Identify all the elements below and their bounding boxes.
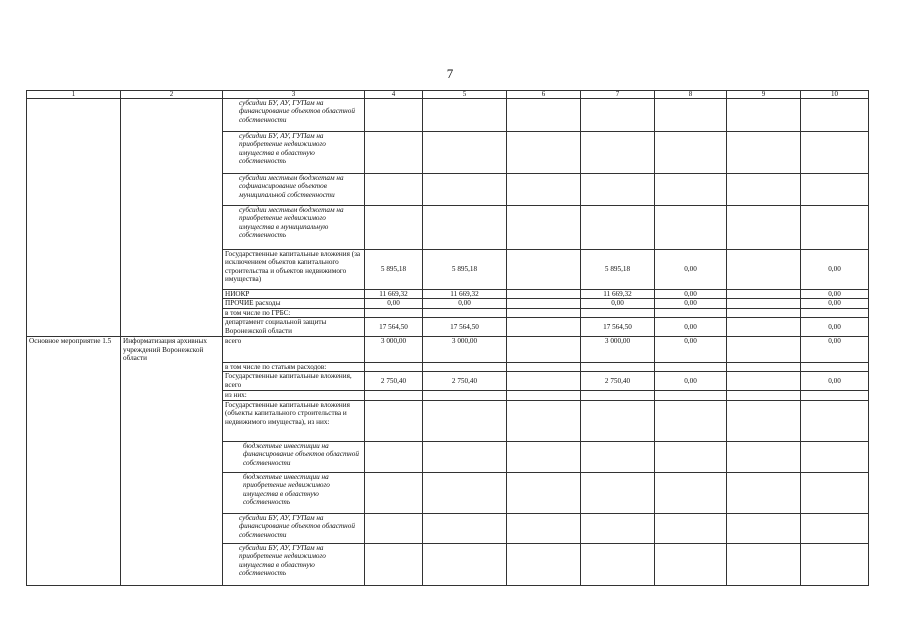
activity-cell (27, 513, 121, 543)
activity-cell (27, 308, 121, 317)
table-row (27, 250, 869, 290)
row-label: Государственные капитальные вложения (за исключением объектов капитального строительства и объектов недвижимого имущества) (223, 250, 365, 290)
table-row (27, 391, 869, 400)
value-cell (727, 362, 801, 371)
value-cell (507, 441, 581, 472)
value-cell: 3 000,00 (423, 337, 507, 363)
value-cell: 0,00 (655, 290, 727, 299)
header-row (27, 91, 869, 99)
value-cell: 5 895,18 (423, 250, 507, 290)
activity-cell (27, 391, 121, 400)
value-cell (507, 318, 581, 337)
value-cell (727, 391, 801, 400)
value-cell (365, 132, 423, 174)
value-cell (581, 308, 655, 317)
value-cell (801, 174, 869, 206)
description-cell (121, 99, 223, 132)
row-label: субсидии БУ, АУ, ГУПам на финансирование объектов областной собственности (223, 513, 365, 543)
value-cell (423, 99, 507, 132)
value-cell (507, 543, 581, 585)
table-row (27, 318, 869, 337)
value-cell (365, 99, 423, 132)
table-row (27, 362, 869, 371)
table-row (27, 174, 869, 206)
value-cell (507, 337, 581, 363)
value-cell (655, 400, 727, 441)
value-cell (727, 472, 801, 513)
value-cell (365, 362, 423, 371)
table-row (27, 99, 869, 132)
value-cell (423, 132, 507, 174)
value-cell (727, 250, 801, 290)
value-cell (365, 308, 423, 317)
value-cell: 3 000,00 (581, 337, 655, 363)
value-cell (801, 513, 869, 543)
value-cell (581, 206, 655, 250)
header-cell: 3 (223, 91, 365, 99)
row-label: субсидии местным бюджетам на софинансирование объектов муниципальной собственности (223, 174, 365, 206)
activity-cell (27, 206, 121, 250)
value-cell: 17 564,50 (423, 318, 507, 337)
value-cell (727, 318, 801, 337)
value-cell (581, 472, 655, 513)
value-cell (581, 391, 655, 400)
value-cell (655, 99, 727, 132)
row-label: департамент социальной защиты Воронежской области (223, 318, 365, 337)
value-cell (507, 391, 581, 400)
description-cell (121, 372, 223, 391)
value-cell (801, 391, 869, 400)
value-cell (727, 308, 801, 317)
value-cell (423, 543, 507, 585)
header-cell: 7 (581, 91, 655, 99)
activity-cell (27, 132, 121, 174)
value-cell (423, 174, 507, 206)
value-cell (423, 472, 507, 513)
value-cell: 0,00 (655, 337, 727, 363)
description-cell (121, 441, 223, 472)
row-label: в том числе по ГРБС: (223, 308, 365, 317)
table-row (27, 472, 869, 513)
value-cell (365, 441, 423, 472)
value-cell (727, 543, 801, 585)
value-cell: 0,00 (655, 318, 727, 337)
table-row (27, 290, 869, 299)
table-row (27, 337, 869, 363)
value-cell (365, 513, 423, 543)
description-cell (121, 308, 223, 317)
activity-cell: Основное мероприятие 1.5 (27, 337, 121, 363)
activity-cell (27, 372, 121, 391)
description-cell: Информатизация архивных учреждений Воронежской области (121, 337, 223, 363)
description-cell (121, 299, 223, 308)
row-label: субсидии БУ, АУ, ГУПам на приобретение недвижимого имущества в областную собственность (223, 543, 365, 585)
table-row (27, 308, 869, 317)
header-cell: 4 (365, 91, 423, 99)
activity-cell (27, 290, 121, 299)
value-cell (365, 206, 423, 250)
header-cell: 6 (507, 91, 581, 99)
value-cell: 0,00 (581, 299, 655, 308)
value-cell (727, 337, 801, 363)
value-cell: 2 750,40 (365, 372, 423, 391)
row-label: бюджетные инвестиции на финансирование объектов областной собственности (223, 441, 365, 472)
value-cell (423, 441, 507, 472)
row-label: всего (223, 337, 365, 363)
value-cell (507, 206, 581, 250)
row-label: Государственные капитальные вложения, всего (223, 372, 365, 391)
header-cell: 1 (27, 91, 121, 99)
value-cell (423, 513, 507, 543)
description-cell (121, 543, 223, 585)
value-cell (423, 362, 507, 371)
value-cell (655, 362, 727, 371)
value-cell (801, 472, 869, 513)
value-cell (423, 206, 507, 250)
value-cell: 5 895,18 (365, 250, 423, 290)
description-cell (121, 206, 223, 250)
row-label: из них: (223, 391, 365, 400)
row-label: в том числе по статьям расходов: (223, 362, 365, 371)
row-label: субсидии местным бюджетам на приобретение недвижимого имущества в муниципальную собственность (223, 206, 365, 250)
description-cell (121, 362, 223, 371)
value-cell (365, 543, 423, 585)
table-row (27, 372, 869, 391)
value-cell: 11 669,32 (365, 290, 423, 299)
value-cell (655, 308, 727, 317)
value-cell (507, 250, 581, 290)
value-cell: 0,00 (801, 299, 869, 308)
value-cell (581, 99, 655, 132)
value-cell (581, 513, 655, 543)
table-row (27, 132, 869, 174)
header-cell: 9 (727, 91, 801, 99)
activity-cell (27, 441, 121, 472)
row-label: бюджетные инвестиции на приобретение недвижимого имущества в областную собственность (223, 472, 365, 513)
value-cell (727, 299, 801, 308)
activity-cell (27, 362, 121, 371)
value-cell (655, 543, 727, 585)
value-cell (423, 308, 507, 317)
value-cell: 17 564,50 (365, 318, 423, 337)
value-cell (581, 400, 655, 441)
value-cell (655, 132, 727, 174)
value-cell: 0,00 (801, 250, 869, 290)
activity-cell (27, 543, 121, 585)
value-cell (727, 400, 801, 441)
value-cell (655, 513, 727, 543)
row-label: Государственные капитальные вложения (объекты капитального строительства и недвижимого имущества), из них: (223, 400, 365, 441)
row-label: ПРОЧИЕ расходы (223, 299, 365, 308)
value-cell: 0,00 (801, 290, 869, 299)
value-cell (727, 372, 801, 391)
budget-table (26, 90, 869, 586)
description-cell (121, 400, 223, 441)
row-label: субсидии БУ, АУ, ГУПам на финансирование объектов областной собственности (223, 99, 365, 132)
value-cell (801, 206, 869, 250)
row-label: субсидии БУ, АУ, ГУПам на приобретение недвижимого имущества в областную собственность (223, 132, 365, 174)
header-cell: 10 (801, 91, 869, 99)
description-cell (121, 318, 223, 337)
table-row (27, 441, 869, 472)
description-cell (121, 132, 223, 174)
value-cell (507, 174, 581, 206)
value-cell (655, 441, 727, 472)
value-cell (727, 99, 801, 132)
value-cell (655, 174, 727, 206)
activity-cell (27, 318, 121, 337)
activity-cell (27, 174, 121, 206)
table-row (27, 299, 869, 308)
value-cell (727, 206, 801, 250)
value-cell (655, 206, 727, 250)
description-cell (121, 391, 223, 400)
description-cell (121, 513, 223, 543)
description-cell (121, 250, 223, 290)
description-cell (121, 174, 223, 206)
activity-cell (27, 250, 121, 290)
value-cell (507, 132, 581, 174)
value-cell: 0,00 (655, 299, 727, 308)
value-cell (801, 132, 869, 174)
table-row (27, 206, 869, 250)
activity-cell (27, 400, 121, 441)
value-cell (507, 99, 581, 132)
value-cell (423, 391, 507, 400)
value-cell (727, 132, 801, 174)
value-cell: 2 750,40 (581, 372, 655, 391)
activity-cell (27, 99, 121, 132)
description-cell (121, 472, 223, 513)
value-cell (801, 543, 869, 585)
table-row (27, 400, 869, 441)
value-cell: 0,00 (801, 337, 869, 363)
value-cell (507, 299, 581, 308)
value-cell (801, 362, 869, 371)
value-cell: 11 669,32 (423, 290, 507, 299)
header-cell: 5 (423, 91, 507, 99)
value-cell (801, 99, 869, 132)
value-cell (655, 472, 727, 513)
value-cell: 2 750,40 (423, 372, 507, 391)
value-cell (507, 308, 581, 317)
value-cell (581, 543, 655, 585)
value-cell (423, 400, 507, 441)
value-cell (365, 391, 423, 400)
value-cell: 0,00 (801, 372, 869, 391)
value-cell (507, 472, 581, 513)
value-cell (507, 362, 581, 371)
value-cell: 5 895,18 (581, 250, 655, 290)
table-row (27, 513, 869, 543)
value-cell (727, 513, 801, 543)
value-cell: 11 669,32 (581, 290, 655, 299)
value-cell (727, 441, 801, 472)
value-cell (801, 441, 869, 472)
description-cell (121, 290, 223, 299)
value-cell (581, 362, 655, 371)
value-cell (507, 400, 581, 441)
value-cell (365, 472, 423, 513)
value-cell: 0,00 (801, 318, 869, 337)
value-cell (801, 308, 869, 317)
value-cell (581, 441, 655, 472)
value-cell (507, 513, 581, 543)
table-row (27, 543, 869, 585)
header-cell: 2 (121, 91, 223, 99)
value-cell (727, 290, 801, 299)
header-cell: 8 (655, 91, 727, 99)
value-cell (507, 372, 581, 391)
value-cell: 0,00 (655, 250, 727, 290)
value-cell (581, 132, 655, 174)
value-cell (655, 391, 727, 400)
activity-cell (27, 299, 121, 308)
value-cell (365, 174, 423, 206)
value-cell (801, 400, 869, 441)
value-cell (365, 400, 423, 441)
value-cell: 0,00 (365, 299, 423, 308)
value-cell: 3 000,00 (365, 337, 423, 363)
value-cell (581, 174, 655, 206)
value-cell: 0,00 (423, 299, 507, 308)
page-number: 7 (446, 66, 454, 81)
value-cell: 17 564,50 (581, 318, 655, 337)
value-cell (507, 290, 581, 299)
value-cell (727, 174, 801, 206)
row-label: НИОКР (223, 290, 365, 299)
activity-cell (27, 472, 121, 513)
value-cell: 0,00 (655, 372, 727, 391)
